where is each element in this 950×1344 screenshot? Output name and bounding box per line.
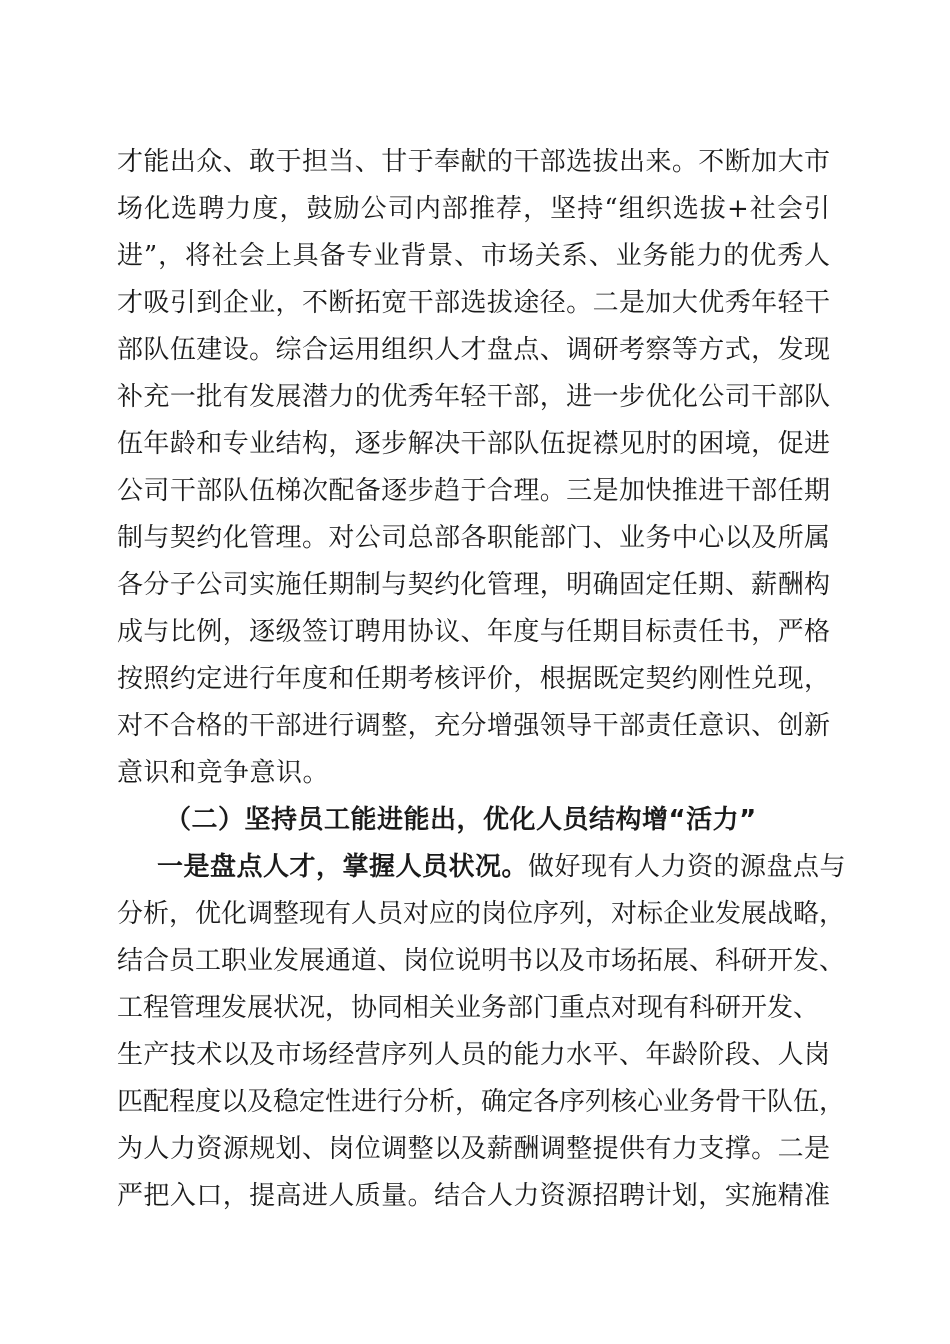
body-text-line: 才能出众、敢于担当、甘于奉献的干部选拔出来。不断加大市	[117, 147, 830, 177]
body-text-line: 各分子公司实施任期制与契约化管理，明确固定任期、薪酬构	[117, 570, 830, 600]
body-text-line: 严把入口，提高进人质量。结合人力资源招聘计划，实施精准	[117, 1181, 830, 1211]
body-text-line: 公司干部队伍梯次配备逐步趋于合理。三是加快推进干部任期	[117, 476, 830, 506]
body-text-line: 生产技术以及市场经营序列人员的能力水平、年龄阶段、人岗	[117, 1040, 830, 1070]
body-text-line: 制与契约化管理。对公司总部各职能部门、业务中心以及所属	[117, 523, 830, 553]
body-text-line: 成与比例，逐级签订聘用协议、年度与任期目标责任书，严格	[117, 617, 830, 647]
body-text-line: 意识和竞争意识。	[117, 758, 330, 788]
body-text-line: 场化选聘力度，鼓励公司内部推荐，坚持“组织选拔+社会引	[117, 194, 830, 224]
body-text-line: 结合员工职业发展通道、岗位说明书以及市场拓展、科研开发、	[117, 946, 846, 976]
body-text-line: 才吸引到企业，不断拓宽干部选拔途径。二是加大优秀年轻干	[117, 288, 830, 318]
paragraph-first-line-rest: 做好现有人力资的源盘点与	[528, 852, 847, 882]
section-heading: （二）坚持员工能进能出，优化人员结构增“活力”	[165, 805, 757, 835]
body-text-line: 工程管理发展状况，协同相关业务部门重点对现有科研开发、	[117, 993, 820, 1023]
body-text-line: 部队伍建设。综合运用组织人才盘点、调研考察等方式，发现	[117, 335, 830, 365]
paragraph-first-line	[157, 851, 846, 883]
body-text-line: 匹配程度以及稳定性进行分析，确定各序列核心业务骨干队伍，	[117, 1087, 846, 1117]
paragraph-lead-phrase: 一是盘点人才，掌握人员状况。	[157, 852, 529, 882]
body-text-line: 按照约定进行年度和任期考核评价，根据既定契约刚性兑现，	[117, 664, 830, 694]
body-text-line: 补充一批有发展潜力的优秀年轻干部，进一步优化公司干部队	[117, 382, 830, 412]
body-text-line: 对不合格的干部进行调整，充分增强领导干部责任意识、创新	[117, 711, 830, 741]
body-text-line: 分析，优化调整现有人员对应的岗位序列，对标企业发展战略，	[117, 899, 846, 929]
body-text-line: 为人力资源规划、岗位调整以及薪酬调整提供有力支撑。二是	[117, 1134, 830, 1164]
body-text-line: 伍年龄和专业结构，逐步解决干部队伍捉襟见肘的困境，促进	[117, 429, 830, 459]
body-text-line: 进”，将社会上具备专业背景、市场关系、业务能力的优秀人	[117, 241, 830, 271]
